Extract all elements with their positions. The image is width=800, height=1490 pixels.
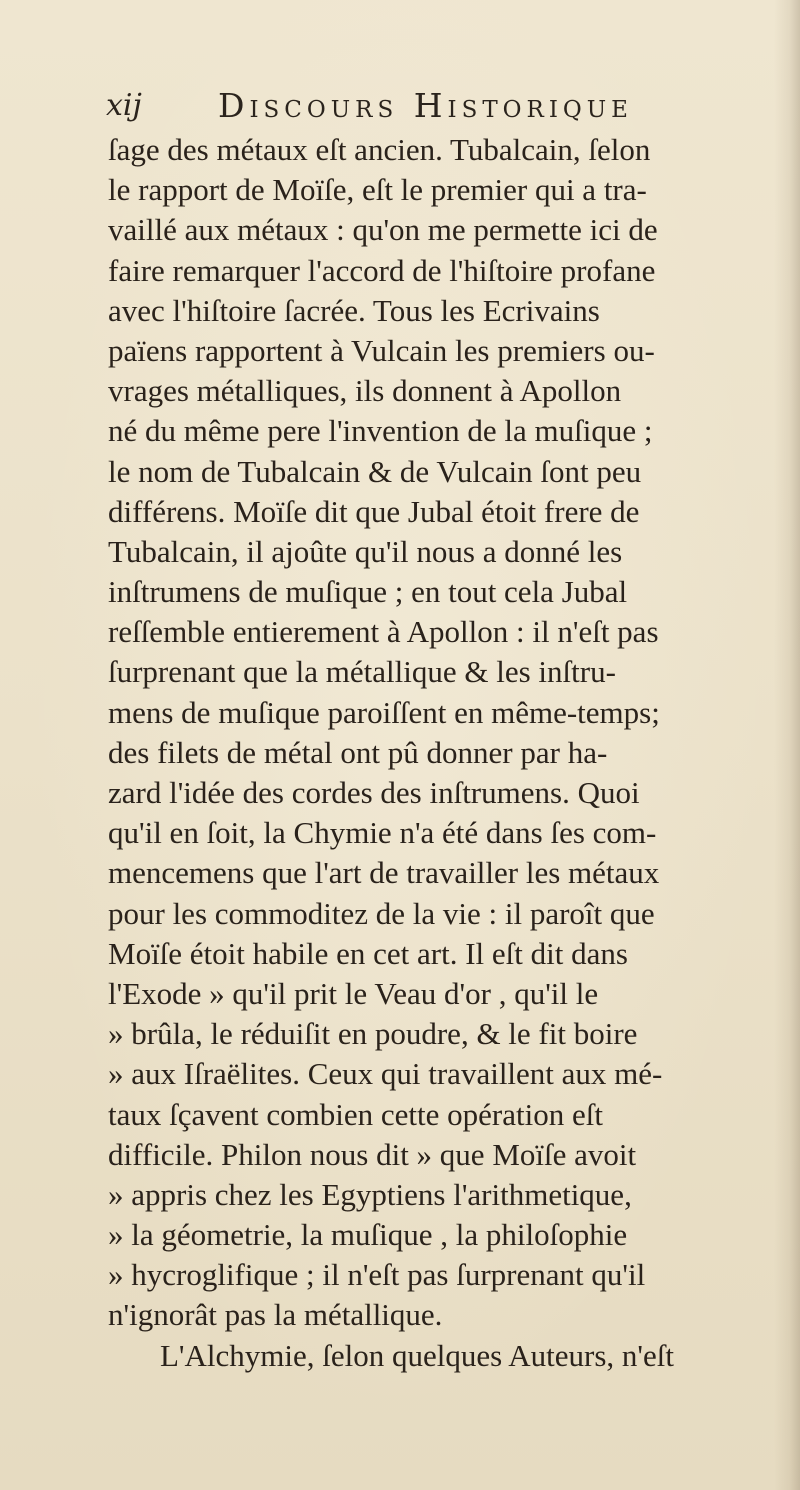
page-gutter-shadow [774,0,800,1490]
text-line: des filets de métal ont pû donner par ha- [108,734,608,770]
text-line: le nom de Tubalcain & de Vulcain ſont peu [108,453,642,489]
text-line: zard l'idée des cordes des inſtrumens. Quoi [108,775,640,810]
text-line: différens. Moïſe dit que Jubal étoit frere de [108,493,640,529]
text-line: n'ignorât pas la métallique. [108,1297,443,1333]
text-line: » appris chez les Egyptiens l'arithmetique, [108,1176,632,1212]
text-line: » aux Iſraëlites. Ceux qui travaillent aux mé- [108,1056,663,1092]
paragraph-first-line: L'Alchymie, ſelon quelques Auteurs, n'eſt [160,1337,674,1373]
page-header [106,86,666,126]
text-line: Tubalcain, il ajoûte qu'il nous a donné les [108,533,623,569]
text-line: » hycroglifique ; il n'eſt pas ſurprenant qu'il [108,1257,646,1293]
text-line: reſſemble entierement à Apollon : il n'eſt pas [108,614,659,650]
text-line: Moïſe étoit habile en cet art. Il eſt dit dans [108,935,628,971]
text-line: vrages métalliques, ils donnent à Apollon [108,373,622,409]
text-line: mencemens que l'art de travailler les métaux [108,855,660,891]
text-line: faire remarquer l'accord de l'hiſtoire profane [108,252,656,288]
text-line: l'Exode » qu'il prit le Veau d'or , qu'il le [108,975,599,1011]
text-line: ſage des métaux eſt ancien. Tubalcain, ſelon [108,132,651,167]
text-line: » brûla, le réduiſit en poudre, & le fit boire [108,1016,638,1052]
text-line: né du même pere l'invention de la muſique ; [108,413,653,449]
text-line: qu'il en ſoit, la Chymie n'a été dans ſes com- [108,815,657,851]
text-line: » la géometrie, la muſique , la philoſophie [108,1217,628,1253]
text-line: inſtrumens de muſique ; en tout cela Jubal [108,574,628,610]
page-number: xij [106,88,142,123]
text-line: vaillé aux métaux : qu'on me permette ici de [108,212,658,248]
text-line: taux ſçavent combien cette opération eſt [108,1096,603,1132]
text-line: païens rapportent à Vulcain les premiers ou- [108,332,655,368]
text-line: difficile. Philon nous dit » que Moïſe avoit [108,1136,637,1172]
text-line: mens de muſique paroiſſent en même-temps; [108,694,660,730]
text-line: avec l'hiſtoire ſacrée. Tous les Ecrivains [108,292,600,328]
text-line: le rapport de Moïſe, eſt le premier qui a tra- [108,172,647,208]
text-line: ſurprenant que la métallique & les inſtru- [108,654,616,690]
text-line: pour les commoditez de la vie : il paroît que [108,895,655,931]
running-head: Discours Historique [218,86,633,125]
body-text [108,130,768,1376]
